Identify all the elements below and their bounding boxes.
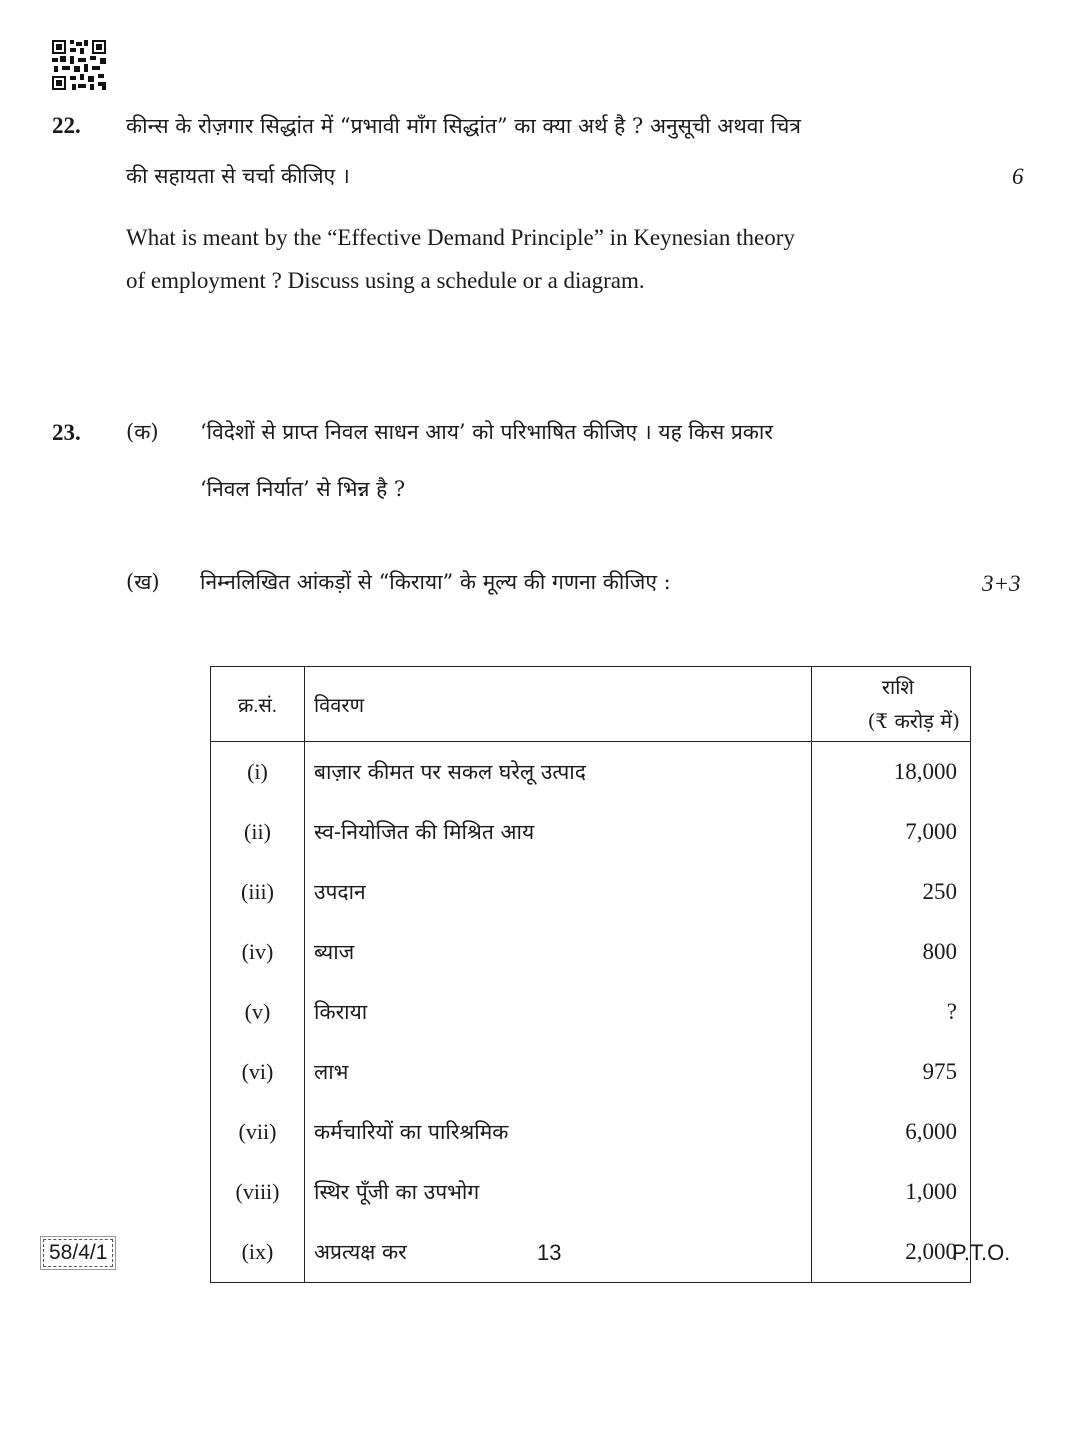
- row-amount: 1,000: [812, 1162, 971, 1222]
- header-amount: [812, 667, 971, 742]
- row-description: स्थिर पूँजी का उपभोग: [305, 1162, 812, 1222]
- row-serial: (ix): [211, 1222, 305, 1283]
- row-description: लाभ: [305, 1042, 812, 1102]
- question-22-number: 22.: [52, 113, 81, 138]
- question-22-english-line-1: What is meant by the “Effective Demand Principle” in Keynesian theory: [126, 225, 795, 250]
- row-serial: (viii): [211, 1162, 305, 1222]
- table-row: [211, 1042, 971, 1102]
- table-row: [211, 922, 971, 982]
- row-amount: ?: [812, 982, 971, 1042]
- row-serial: (iii): [211, 862, 305, 922]
- header-amount-line-2: (₹ करोड़ में): [867, 709, 960, 733]
- row-amount: 6,000: [812, 1102, 971, 1162]
- pto-label: P.T.O.: [952, 1240, 1011, 1265]
- header-serial: क्र.सं.: [211, 667, 305, 742]
- table-row: [211, 1222, 971, 1283]
- question-22-hindi-line-1: कीन्स के रोज़गार सिद्धांत में “प्रभावी माँग सिद्धांत” का क्या अर्थ है ? अनुसूची अथवा चित्र: [126, 114, 801, 138]
- question-22-hindi-line-2: की सहायता से चर्चा कीजिए ।: [126, 164, 350, 188]
- question-23-marks: 3+3: [982, 571, 1021, 596]
- page-number: 13: [537, 1240, 562, 1265]
- row-serial: (vii): [211, 1102, 305, 1162]
- table-row: [211, 982, 971, 1042]
- question-22-english-line-2: of employment ? Discuss using a schedule or a diagram.: [126, 268, 645, 293]
- table-row: [211, 862, 971, 922]
- table-row: [211, 742, 971, 803]
- table-header-row: [211, 667, 971, 742]
- header-description: विवरण: [305, 667, 812, 742]
- table-row: [211, 802, 971, 862]
- row-description: उपदान: [305, 862, 812, 922]
- question-23-part-b-label: (ख): [126, 570, 160, 594]
- paper-code: 58/4/1: [43, 1239, 113, 1267]
- row-amount: 250: [812, 862, 971, 922]
- row-amount: 2,000: [812, 1222, 971, 1283]
- row-serial: (vi): [211, 1042, 305, 1102]
- header-amount-line-1: राशि: [881, 675, 914, 699]
- row-amount: 975: [812, 1042, 971, 1102]
- row-description: अप्रत्यक्ष कर: [305, 1222, 812, 1283]
- row-description: बाज़ार कीमत पर सकल घरेलू उत्पाद: [305, 742, 812, 803]
- row-serial: (v): [211, 982, 305, 1042]
- table-row: [211, 1102, 971, 1162]
- row-serial: (ii): [211, 802, 305, 862]
- row-description: किराया: [305, 982, 812, 1042]
- question-23-part-a-line-2: ‘निवल निर्यात’ से भिन्न है ?: [200, 477, 406, 501]
- row-amount: 800: [812, 922, 971, 982]
- row-description: ब्याज: [305, 922, 812, 982]
- row-description: कर्मचारियों का पारिश्रमिक: [305, 1102, 812, 1162]
- qr-code-icon: [52, 40, 106, 90]
- rent-calculation-table: [210, 666, 971, 1283]
- question-22-marks: 6: [1012, 164, 1024, 189]
- row-description: स्व-नियोजित की मिश्रित आय: [305, 802, 812, 862]
- question-23-part-a-label: (क): [126, 420, 159, 444]
- table-row: [211, 1162, 971, 1222]
- row-serial: (iv): [211, 922, 305, 982]
- row-serial: (i): [211, 742, 305, 803]
- row-amount: 18,000: [812, 742, 971, 803]
- question-23-number: 23.: [52, 420, 81, 445]
- question-23-part-b-text: निम्नलिखित आंकड़ों से “किराया” के मूल्य की गणना कीजिए :: [200, 570, 671, 594]
- question-23-part-a-line-1: ‘विदेशों से प्राप्त निवल साधन आय’ को परिभाषित कीजिए । यह किस प्रकार: [200, 420, 773, 444]
- row-amount: 7,000: [812, 802, 971, 862]
